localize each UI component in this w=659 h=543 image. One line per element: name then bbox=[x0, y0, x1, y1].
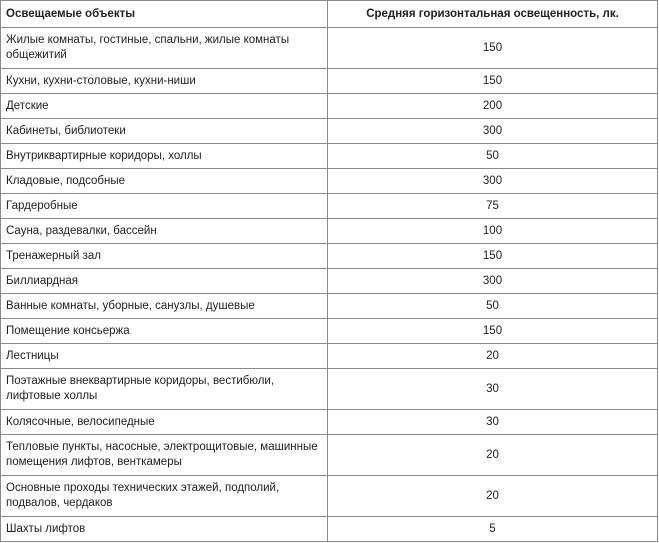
object-cell: Жилые комнаты, гостиные, спальни, жилые комнаты общежитий bbox=[1, 28, 328, 69]
illuminance-cell: 300 bbox=[328, 269, 658, 294]
object-cell: Кладовые, подсобные bbox=[1, 169, 328, 194]
illuminance-cell: 50 bbox=[328, 144, 658, 169]
object-cell: Кабинеты, библиотеки bbox=[1, 119, 328, 144]
illuminance-cell: 5 bbox=[328, 517, 658, 542]
table-row bbox=[1, 435, 658, 476]
table-row bbox=[1, 369, 658, 410]
illuminance-cell: 150 bbox=[328, 244, 658, 269]
object-cell: Шахты лифтов bbox=[1, 517, 328, 542]
object-cell: Внутриквартирные коридоры, холлы bbox=[1, 144, 328, 169]
illuminance-cell: 75 bbox=[328, 194, 658, 219]
table-row bbox=[1, 476, 658, 517]
table-header-row bbox=[1, 1, 658, 28]
illuminance-cell: 150 bbox=[328, 28, 658, 69]
illuminance-cell: 20 bbox=[328, 435, 658, 476]
header-objects: Освещаемые объекты bbox=[1, 1, 328, 28]
object-cell: Биллиардная bbox=[1, 269, 328, 294]
illuminance-cell: 150 bbox=[328, 69, 658, 94]
object-cell: Колясочные, велосипедные bbox=[1, 410, 328, 435]
illuminance-cell: 300 bbox=[328, 119, 658, 144]
table-row bbox=[1, 344, 658, 369]
illuminance-cell: 100 bbox=[328, 219, 658, 244]
object-cell: Детские bbox=[1, 94, 328, 119]
table-row bbox=[1, 94, 658, 119]
object-cell: Гардеробные bbox=[1, 194, 328, 219]
table-row bbox=[1, 410, 658, 435]
illuminance-cell: 300 bbox=[328, 169, 658, 194]
illuminance-cell: 20 bbox=[328, 476, 658, 517]
object-cell: Сауна, раздевалки, бассейн bbox=[1, 219, 328, 244]
table-row bbox=[1, 219, 658, 244]
object-cell: Основные проходы технических этажей, подполий, подвалов, чердаков bbox=[1, 476, 328, 517]
table-row bbox=[1, 69, 658, 94]
table-row bbox=[1, 517, 658, 542]
object-cell: Поэтажные внеквартирные коридоры, вестибюли, лифтовые холлы bbox=[1, 369, 328, 410]
illuminance-cell: 30 bbox=[328, 369, 658, 410]
illuminance-cell: 200 bbox=[328, 94, 658, 119]
table-row bbox=[1, 169, 658, 194]
object-cell: Лестницы bbox=[1, 344, 328, 369]
table-row bbox=[1, 294, 658, 319]
table-row bbox=[1, 194, 658, 219]
table-row bbox=[1, 319, 658, 344]
illuminance-cell: 150 bbox=[328, 319, 658, 344]
object-cell: Ванные комнаты, уборные, санузлы, душевые bbox=[1, 294, 328, 319]
table-row bbox=[1, 244, 658, 269]
table-row bbox=[1, 269, 658, 294]
header-illuminance: Средняя горизонтальная освещенность, лк. bbox=[328, 1, 658, 28]
table-row bbox=[1, 144, 658, 169]
object-cell: Тренажерный зал bbox=[1, 244, 328, 269]
illuminance-cell: 30 bbox=[328, 410, 658, 435]
table-body bbox=[1, 28, 658, 542]
object-cell: Помещение консьержа bbox=[1, 319, 328, 344]
object-cell: Кухни, кухни-столовые, кухни-ниши bbox=[1, 69, 328, 94]
illuminance-cell: 50 bbox=[328, 294, 658, 319]
object-cell: Тепловые пункты, насосные, электрощитовые, машинные помещения лифтов, венткамеры bbox=[1, 435, 328, 476]
illuminance-cell: 20 bbox=[328, 344, 658, 369]
table-row bbox=[1, 28, 658, 69]
table-row bbox=[1, 119, 658, 144]
